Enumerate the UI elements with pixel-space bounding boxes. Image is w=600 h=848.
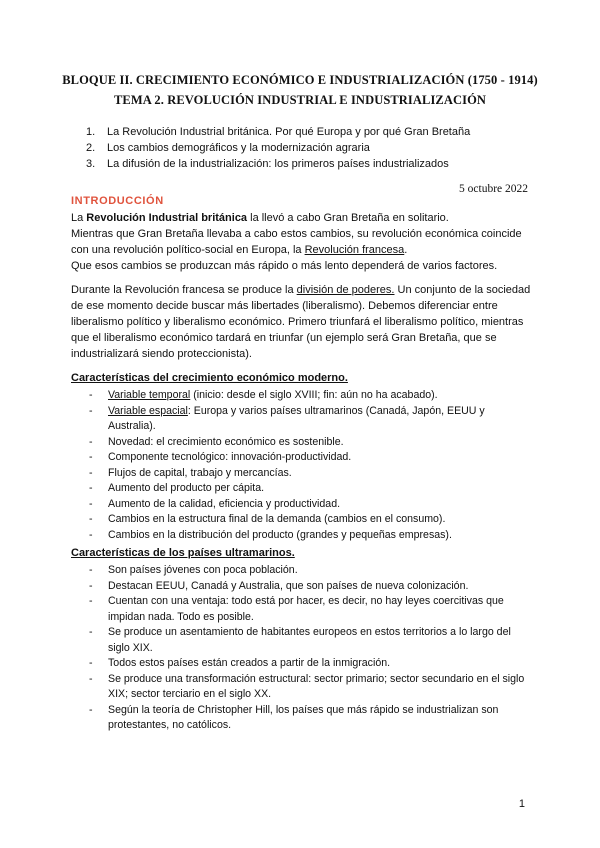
topic-item <box>86 156 470 172</box>
underlined-term: división de poderes. <box>296 284 395 296</box>
intro-paragraph-3: Que esos cambios se produzcan más rápido o más lento dependerá de varios factores. <box>71 260 498 272</box>
intro-paragraph-4: Durante la Revolución francesa se produce la división de poderes. Un conjunto de la sociedad de ese momento decide buscar más libertades (liberalismo). Debemos diferenciar entre liberalismo político y liberalismo económico. Primero triunfará el liberalismo político, mientras que el liberalismo económico tardará en triunfar (un ejemplo será Gran Bretaña, que se industrializará siendo proteccionista). <box>71 284 531 360</box>
growth-characteristics-list <box>71 388 531 543</box>
list-item: - Cambios en la distribución del producto (grandes y pequeñas empresas). <box>71 528 531 544</box>
section-heading-growth: Características del crecimiento económico moderno. <box>71 372 348 384</box>
underlined-term: Revolución francesa <box>304 244 405 256</box>
intro-paragraph-1: La Revolución Industrial británica la llevó a cabo Gran Bretaña en solitario. <box>71 212 449 224</box>
list-item: - Componente tecnológico: innovación-productividad. <box>71 450 531 466</box>
list-item: - Todos estos países están creados a partir de la inmigración. <box>71 656 531 672</box>
document-date: 5 octubre 2022 <box>459 183 528 195</box>
intro-paragraphs <box>71 210 533 274</box>
topic-text: La difusión de la industrialización: los primeros países industrializados <box>107 158 449 170</box>
topic-number: 3. <box>86 158 96 170</box>
page-number: 1 <box>518 798 525 810</box>
list-item: - Cuentan con una ventaja: todo está por hacer, es decir, no hay leyes coercitivas que impidan nada. Todo es posible. <box>71 594 531 625</box>
topic-number: 1. <box>86 126 96 138</box>
list-item: - Flujos de capital, trabajo y mercancías. <box>71 466 531 482</box>
topic-item <box>86 140 470 156</box>
list-item: - Se produce un asentamiento de habitantes europeos en estos territorios a lo largo del siglo XIX. <box>71 625 531 656</box>
bold-term: Revolución Industrial británica <box>86 212 248 224</box>
intro-paragraph-2: Mientras que Gran Bretaña llevaba a cabo estos cambios, su revolución económica coincide con una revolución político-social en Europa, la Revolución francesa. <box>71 228 522 256</box>
list-item: - Según la teoría de Christopher Hill, los países que más rápido se industrializan son protestantes, no católicos. <box>71 703 531 734</box>
topics-list <box>86 124 470 172</box>
list-item: - Variable espacial: Europa y varios países ultramarinos (Canadá, Japón, EEUU y Australia). <box>71 404 531 435</box>
topic-text: La Revolución Industrial británica. Por qué Europa y por qué Gran Bretaña <box>107 126 471 138</box>
revolution-paragraph <box>71 282 533 362</box>
section-heading-overseas: Características de los países ultramarinos. <box>71 547 295 559</box>
topic-item <box>86 124 470 140</box>
list-item: - Se produce una transformación estructural: sector primario; sector secundario en el siglo XIX; sector terciario en el siglo XX. <box>71 672 531 703</box>
block-title: BLOQUE II. CRECIMIENTO ECONÓMICO E INDUSTRIALIZACIÓN (1750 - 1914) <box>62 73 538 87</box>
topic-number: 2. <box>86 142 96 154</box>
list-item: - Variable temporal (inicio: desde el siglo XVIII; fin: aún no ha acabado). <box>71 388 531 404</box>
topic-text: Los cambios demográficos y la modernización agraria <box>107 142 370 154</box>
list-item: - Destacan EEUU, Canadá y Australia, que son países de nueva colonización. <box>71 579 531 595</box>
list-item: - Cambios en la estructura final de la demanda (cambios en el consumo). <box>71 512 531 528</box>
intro-heading: INTRODUCCIÓN <box>71 195 164 207</box>
list-item: - Son países jóvenes con poca población. <box>71 563 531 579</box>
topic-title: TEMA 2. REVOLUCIÓN INDUSTRIAL E INDUSTRIALIZACIÓN <box>113 93 487 107</box>
list-item: - Novedad: el crecimiento económico es sostenible. <box>71 435 531 451</box>
list-item: - Aumento del producto per cápita. <box>71 481 531 497</box>
overseas-characteristics-list <box>71 563 531 734</box>
list-item: - Aumento de la calidad, eficiencia y productividad. <box>71 497 531 513</box>
